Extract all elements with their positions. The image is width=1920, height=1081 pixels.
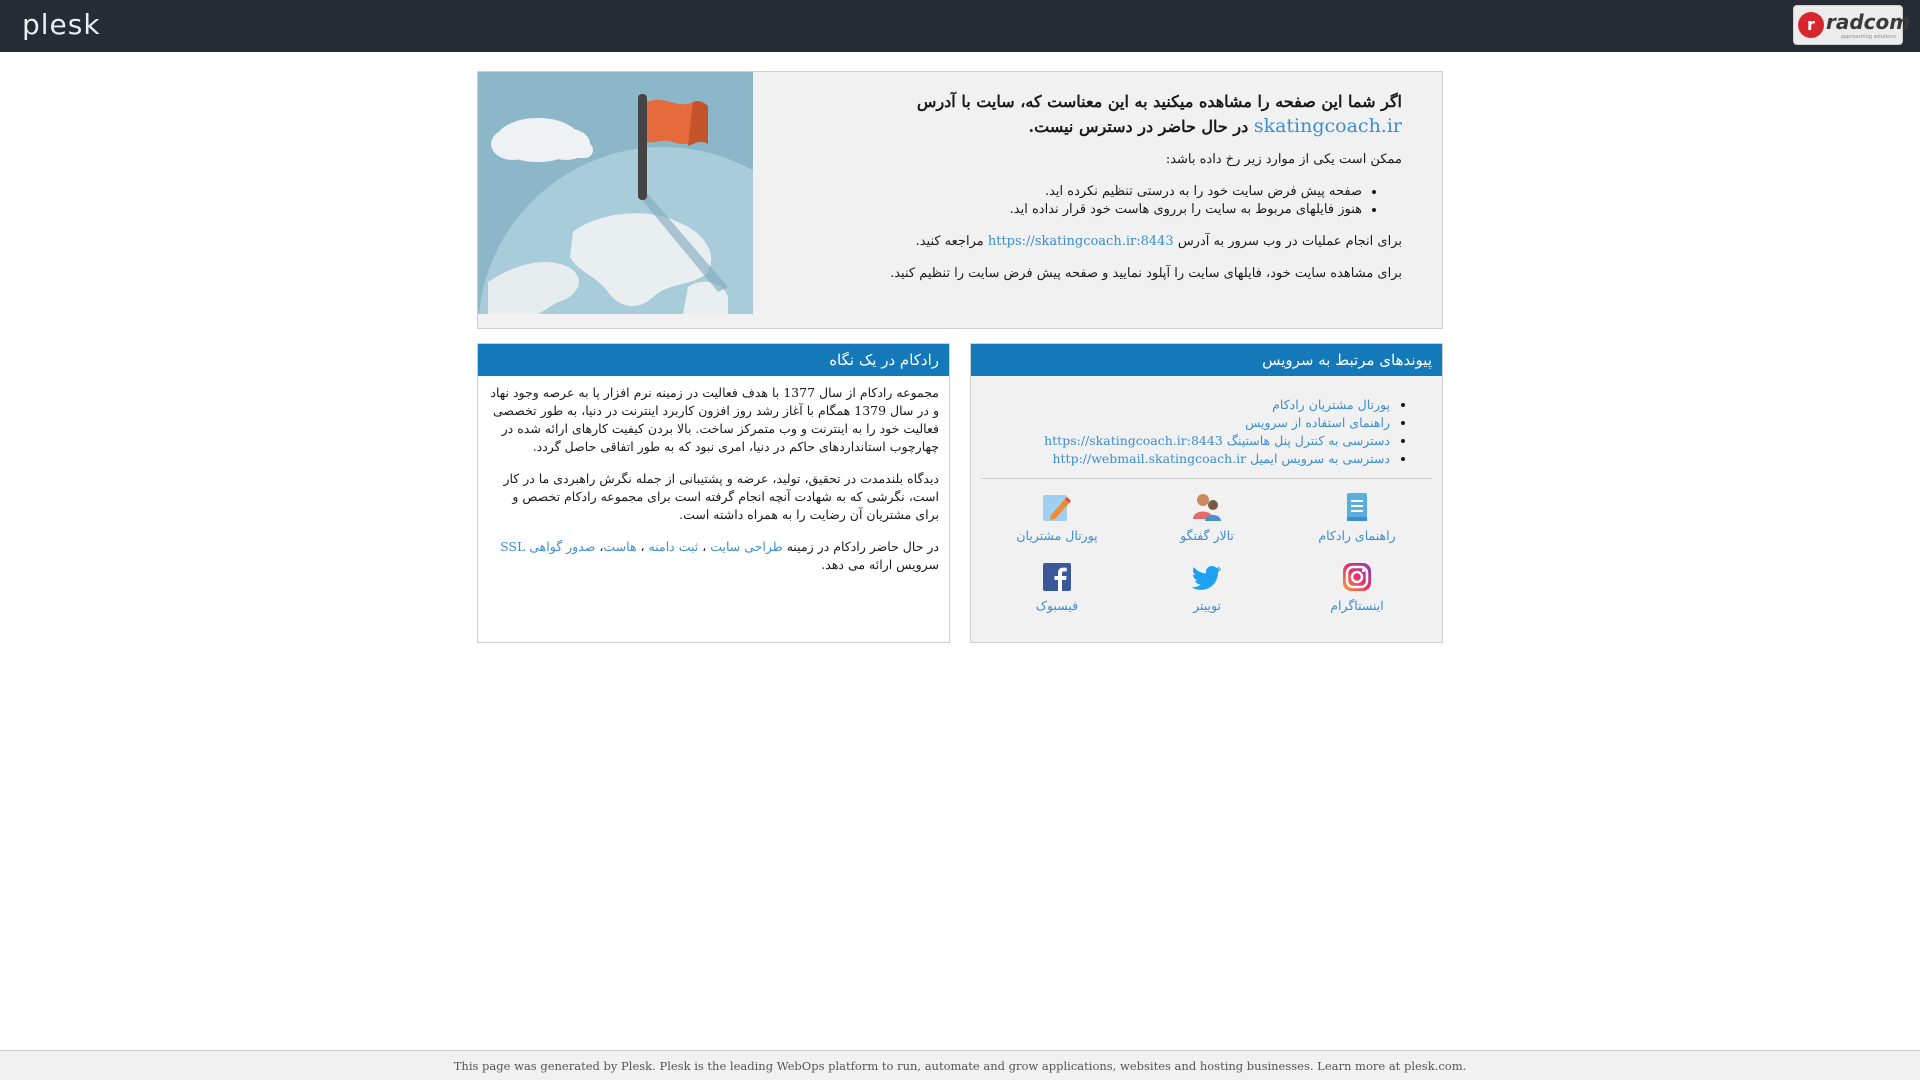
radcom-guide-shortcut[interactable] (1292, 491, 1422, 545)
facebook-icon (1041, 561, 1073, 593)
radcom-guide-label: راهنمای رادکام (1318, 528, 1396, 543)
hero-box (477, 71, 1443, 329)
forum-label: تالار گفتگو (1180, 528, 1234, 543)
radcom-tagline: approaching solutions (1840, 34, 1896, 40)
list-item (981, 432, 1390, 450)
document-icon (1341, 491, 1373, 523)
service-link-domain[interactable]: ثبت دامنه (648, 539, 699, 554)
customer-portal-shortcut[interactable] (992, 491, 1122, 545)
footer (0, 1050, 1920, 1080)
hero-title-domain: skatingcoach.ir (1253, 115, 1402, 137)
forum-shortcut[interactable] (1142, 491, 1272, 545)
radcom-logo-icon[interactable] (1793, 5, 1911, 45)
icon-grid (981, 479, 1432, 619)
twitter-label: توییتر (1193, 598, 1221, 613)
services-separator: ، (698, 539, 711, 554)
facebook-shortcut[interactable] (992, 561, 1122, 615)
top-bar (0, 0, 1920, 52)
services-separator: ، (636, 539, 649, 554)
globe-illustration-svg (478, 72, 753, 314)
links-panel (970, 343, 1443, 643)
ops-before: برای انجام عملیات در وب سرور به آدرس (1177, 234, 1402, 249)
instagram-icon (1341, 561, 1373, 593)
plesk-logo-text: plesk (22, 8, 101, 41)
facebook-label: فیسبوک (1035, 598, 1079, 613)
twitter-shortcut[interactable] (1142, 561, 1272, 615)
about-paragraph-1: مجموعه رادکام از سال 1377 با هدف فعالیت در زمینه نرم افزار پا به عرصه وجود نهاد و در سال 1379 همگام با آغاز رشد روز افزون کاربرد اینترنت در دنیا، به طور تخصصی فعالیت خود را به اینترنت و وب متمرکز ساخت. بالا بردن کیفیت کارهای ارائه شده در چهارچوب استانداردهای حاکم در دنیا، امری نبود که به طور اتفاقی حاصل گردد. (490, 385, 939, 454)
hero-text (782, 90, 1402, 297)
reason-item: • صفحه پیش فرض سایت خود را به درستی تنظیم نکرده اید. (782, 183, 1362, 201)
globe-with-flag-illustration (478, 72, 753, 314)
reasons-intro: ممکن است یکی از موارد زیر رخ داده باشد: (1165, 152, 1402, 167)
forum-users-icon (1191, 491, 1223, 523)
about-paragraph-2: دیدگاه بلندمدت در تحقیق، تولید، عرضه و پشتیبانی از جمله نگرش راهبردی ما در کار است، نگرشی که به شهادت آنچه انجام گرفته است برای مجموعه رادکام تخصص و برای مشتریان آن رضایت را به همراه داشته است. (503, 471, 939, 522)
hosting-panel-link[interactable]: دسترسی به کنترل پنل هاستینگ https://skatingcoach.ir:8443 (1044, 433, 1390, 448)
webmail-link[interactable]: دسترسی به سرویس ایمیل http://webmail.skatingcoach.ir (1052, 451, 1390, 466)
services-separator: ، (595, 539, 604, 554)
services-outro: سرویس ارائه می دهد. (821, 557, 939, 572)
service-guide-link[interactable]: راهنمای استفاده از سرویس (1245, 415, 1390, 430)
hero-title (782, 90, 1402, 139)
about-panel (477, 343, 950, 643)
service-links-list (981, 396, 1432, 468)
ops-after: مراجعه کنید. (915, 234, 984, 249)
list-item (981, 414, 1390, 432)
reason-item: • هنوز فایلهای مربوط به سایت را برروی هاست خود قرار نداده اید. (782, 201, 1362, 219)
radcom-mark-icon: r (1798, 12, 1824, 38)
customer-portal-link[interactable]: پورتال مشتریان رادکام (1272, 397, 1390, 412)
hero-title-before: اگر شما این صفحه را مشاهده میکنید به این معناست که، سایت با آدرس (916, 92, 1402, 111)
about-services (488, 538, 939, 574)
ops-note (782, 233, 1402, 251)
links-panel-body (971, 396, 1442, 619)
instagram-shortcut[interactable] (1292, 561, 1422, 615)
service-link-hosting[interactable]: هاست (603, 539, 637, 554)
twitter-icon (1191, 561, 1223, 593)
edit-pencil-icon (1041, 491, 1073, 523)
footer-text: This page was generated by Plesk. Plesk is the leading WebOps platform to run, automate and grow applications, websites and hosting businesses. Learn more at plesk.com. (453, 1059, 1467, 1073)
links-panel-title: پیوندهای مرتبط به سرویس (971, 344, 1442, 376)
control-panel-link[interactable]: https://skatingcoach.ir:8443 (987, 234, 1174, 249)
hero-title-after: در حال حاضر در دسترس نیست. (1028, 117, 1249, 136)
customer-portal-label: پورتال مشتریان (1016, 528, 1098, 543)
list-item (981, 396, 1390, 414)
about-panel-body (478, 376, 949, 574)
service-link-web-design[interactable]: طراحی سایت (710, 539, 783, 554)
upload-note: برای مشاهده سایت خود، فایلهای سایت را آپلود نمایید و صفحه پیش فرض سایت را تنظیم کنید. (890, 266, 1402, 281)
about-panel-title: رادکام در یک نگاه (478, 344, 949, 376)
services-intro: در حال حاضر رادکام در زمینه (786, 539, 939, 554)
service-link-ssl[interactable]: صدور گواهی SSL (500, 539, 596, 554)
instagram-label: اینستاگرام (1330, 598, 1384, 613)
list-item (981, 450, 1390, 468)
reasons-list (782, 183, 1402, 219)
plesk-logo[interactable] (22, 8, 101, 41)
radcom-wordmark: radcom (1826, 10, 1911, 34)
